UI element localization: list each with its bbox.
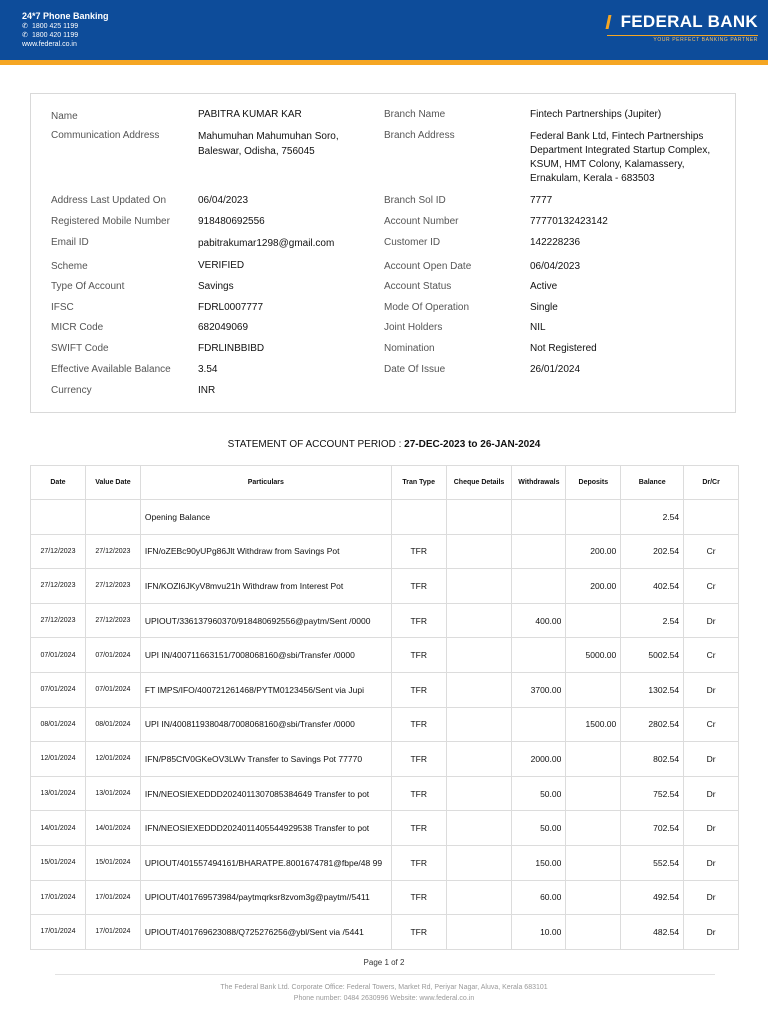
micr-label: MICR Code bbox=[51, 322, 104, 333]
cell-date: 17/01/2024 bbox=[31, 915, 86, 950]
table-row bbox=[31, 845, 739, 880]
currency-value: INR bbox=[198, 385, 216, 396]
open-date-label: Account Open Date bbox=[384, 261, 472, 272]
mode-value: Single bbox=[530, 302, 558, 313]
col-header-date: Date bbox=[31, 466, 86, 500]
phone-number-1: 1800 425 1199 bbox=[32, 23, 79, 30]
cell-balance: 402.54 bbox=[621, 569, 684, 604]
branch-address-line-4: Ernakulam, Kerala - 683503 bbox=[530, 173, 655, 184]
table-row bbox=[31, 603, 739, 638]
footer-contact: Phone number: 0484 2630996 Website: www.federal.co.in bbox=[293, 995, 475, 1002]
scheme-label: Scheme bbox=[51, 261, 88, 272]
branch-address-label: Branch Address bbox=[384, 130, 455, 141]
logo-mark-icon bbox=[605, 15, 618, 29]
swift-label: SWIFT Code bbox=[51, 343, 109, 354]
table-row bbox=[31, 776, 739, 811]
cell-withdrawals bbox=[512, 638, 566, 673]
cell-particulars: IFN/NEOSIEXEDDD2024011307085384649 Transfer to pot bbox=[140, 776, 391, 811]
cell-date: 08/01/2024 bbox=[31, 707, 86, 742]
currency-label: Currency bbox=[51, 385, 92, 396]
cell-date: 13/01/2024 bbox=[31, 776, 86, 811]
cell-cheque-details bbox=[446, 500, 512, 535]
address-line-1: Mahumuhan Mahumuhan Soro, bbox=[198, 131, 339, 142]
account-info-box bbox=[30, 93, 736, 413]
cell-dr-cr: Dr bbox=[684, 845, 739, 880]
cell-balance: 2.54 bbox=[621, 500, 684, 535]
cell-deposits bbox=[566, 672, 621, 707]
cell-particulars: UPI IN/400711663151/7008068160@sbi/Transfer /0000 bbox=[140, 638, 391, 673]
account-number-label: Account Number bbox=[384, 216, 459, 227]
cell-tran-type: TFR bbox=[391, 569, 446, 604]
branch-name-value: Fintech Partnerships (Jupiter) bbox=[530, 109, 662, 120]
ifsc-label: IFSC bbox=[51, 302, 74, 313]
cell-value-date bbox=[85, 500, 140, 535]
cell-tran-type: TFR bbox=[391, 672, 446, 707]
cell-value-date: 27/12/2023 bbox=[85, 603, 140, 638]
cell-dr-cr: Dr bbox=[684, 776, 739, 811]
table-row bbox=[31, 500, 739, 535]
cell-cheque-details bbox=[446, 638, 512, 673]
cell-deposits bbox=[566, 776, 621, 811]
phone-icon: ✆ bbox=[22, 23, 28, 30]
phone-line-2 bbox=[22, 31, 109, 40]
page-number: Page 1 of 2 bbox=[363, 958, 405, 967]
account-type-value: Savings bbox=[198, 281, 234, 292]
cell-value-date: 27/12/2023 bbox=[85, 534, 140, 569]
cell-dr-cr: Dr bbox=[684, 811, 739, 846]
table-row bbox=[31, 915, 739, 950]
cell-balance: 2.54 bbox=[621, 603, 684, 638]
cell-withdrawals bbox=[512, 534, 566, 569]
table-row bbox=[31, 742, 739, 777]
cell-date: 07/01/2024 bbox=[31, 672, 86, 707]
table-row bbox=[31, 811, 739, 846]
cell-balance: 482.54 bbox=[621, 915, 684, 950]
cell-withdrawals: 60.00 bbox=[512, 880, 566, 915]
branch-sol-label: Branch Sol ID bbox=[384, 195, 446, 206]
issue-date-value: 26/01/2024 bbox=[530, 364, 581, 375]
cell-cheque-details bbox=[446, 707, 512, 742]
cell-cheque-details bbox=[446, 915, 512, 950]
cell-particulars: FT IMPS/IFO/400721261468/PYTM0123456/Sent via Jupi bbox=[140, 672, 391, 707]
cell-value-date: 17/01/2024 bbox=[85, 915, 140, 950]
cell-withdrawals: 50.00 bbox=[512, 811, 566, 846]
cell-particulars: Opening Balance bbox=[140, 500, 391, 535]
balance-value: 3.54 bbox=[198, 364, 218, 375]
cell-deposits bbox=[566, 915, 621, 950]
cell-cheque-details bbox=[446, 811, 512, 846]
cell-cheque-details bbox=[446, 742, 512, 777]
cell-balance: 552.54 bbox=[621, 845, 684, 880]
cell-deposits bbox=[566, 742, 621, 777]
logo-name: FEDERAL BANK bbox=[620, 12, 758, 31]
cell-particulars: UPIOUT/401769573984/paytmqrksr8zvom3g@paytm//5411 bbox=[140, 880, 391, 915]
cell-date: 27/12/2023 bbox=[31, 603, 86, 638]
email-label: Email ID bbox=[51, 237, 89, 248]
table-row bbox=[31, 638, 739, 673]
col-header-deposits: Deposits bbox=[566, 466, 621, 500]
account-status-label: Account Status bbox=[384, 281, 452, 292]
cell-withdrawals: 150.00 bbox=[512, 845, 566, 880]
phone-icon: ✆ bbox=[22, 32, 28, 39]
open-date-value: 06/04/2023 bbox=[530, 261, 581, 272]
cell-deposits bbox=[566, 811, 621, 846]
cell-deposits bbox=[566, 500, 621, 535]
cell-tran-type: TFR bbox=[391, 707, 446, 742]
cell-particulars: IFN/P85CfV0GKeOV3LWv Transfer to Savings Pot 77770 bbox=[140, 742, 391, 777]
cell-withdrawals: 400.00 bbox=[512, 603, 566, 638]
cell-value-date: 07/01/2024 bbox=[85, 672, 140, 707]
customer-id-value: 142228236 bbox=[530, 237, 581, 248]
cell-balance: 1302.54 bbox=[621, 672, 684, 707]
transactions-table bbox=[30, 465, 739, 950]
cell-value-date: 14/01/2024 bbox=[85, 811, 140, 846]
cell-cheque-details bbox=[446, 569, 512, 604]
header-accent-stripe bbox=[0, 60, 768, 65]
branch-address-line-3: KSUM, HMT Colony, Kalamassery, bbox=[530, 159, 685, 170]
cell-value-date: 17/01/2024 bbox=[85, 880, 140, 915]
cell-particulars: IFN/oZEBc90yUPg86Jlt Withdraw from Savings Pot bbox=[140, 534, 391, 569]
customer-name: PABITRA KUMAR KAR bbox=[198, 109, 302, 120]
cell-value-date: 15/01/2024 bbox=[85, 845, 140, 880]
cell-cheque-details bbox=[446, 603, 512, 638]
cell-deposits: 1500.00 bbox=[566, 707, 621, 742]
table-row bbox=[31, 534, 739, 569]
col-header-tran-type: Tran Type bbox=[391, 466, 446, 500]
cell-dr-cr: Cr bbox=[684, 638, 739, 673]
cell-value-date: 13/01/2024 bbox=[85, 776, 140, 811]
cell-tran-type: TFR bbox=[391, 915, 446, 950]
cell-deposits bbox=[566, 845, 621, 880]
phone-banking-title: 24*7 Phone Banking bbox=[22, 11, 109, 21]
statement-title-prefix: STATEMENT OF ACCOUNT PERIOD : bbox=[227, 439, 405, 450]
branch-sol-value: 7777 bbox=[530, 195, 553, 206]
cell-balance: 702.54 bbox=[621, 811, 684, 846]
cell-dr-cr: Cr bbox=[684, 569, 739, 604]
col-header-dr-cr: Dr/Cr bbox=[684, 466, 739, 500]
cell-cheque-details bbox=[446, 534, 512, 569]
cell-deposits bbox=[566, 603, 621, 638]
cell-withdrawals: 50.00 bbox=[512, 776, 566, 811]
cell-balance: 802.54 bbox=[621, 742, 684, 777]
cell-withdrawals bbox=[512, 500, 566, 535]
col-header-withdrawals: Withdrawals bbox=[512, 466, 566, 500]
table-row bbox=[31, 672, 739, 707]
cell-withdrawals: 10.00 bbox=[512, 915, 566, 950]
cell-balance: 752.54 bbox=[621, 776, 684, 811]
cell-tran-type: TFR bbox=[391, 845, 446, 880]
nomination-value: Not Registered bbox=[530, 343, 597, 354]
cell-tran-type: TFR bbox=[391, 776, 446, 811]
cell-cheque-details bbox=[446, 845, 512, 880]
phone-number-2: 1800 420 1199 bbox=[32, 32, 79, 39]
address-label: Communication Address bbox=[51, 130, 160, 141]
cell-withdrawals: 2000.00 bbox=[512, 742, 566, 777]
cell-value-date: 12/01/2024 bbox=[85, 742, 140, 777]
cell-balance: 2802.54 bbox=[621, 707, 684, 742]
issue-date-label: Date Of Issue bbox=[384, 364, 446, 375]
branch-address-line-2: Department Integrated Startup Complex, bbox=[530, 145, 711, 156]
cell-dr-cr: Dr bbox=[684, 915, 739, 950]
cell-value-date: 07/01/2024 bbox=[85, 638, 140, 673]
joint-holders-label: Joint Holders bbox=[384, 322, 443, 333]
cell-tran-type: TFR bbox=[391, 534, 446, 569]
col-header-balance: Balance bbox=[621, 466, 684, 500]
cell-balance: 5002.54 bbox=[621, 638, 684, 673]
phone-line-1 bbox=[22, 22, 109, 31]
col-header-particulars: Particulars bbox=[140, 466, 391, 500]
cell-tran-type: TFR bbox=[391, 880, 446, 915]
table-row bbox=[31, 569, 739, 604]
footer-divider bbox=[55, 974, 715, 975]
cell-balance: 492.54 bbox=[621, 880, 684, 915]
cell-date: 14/01/2024 bbox=[31, 811, 86, 846]
cell-deposits: 200.00 bbox=[566, 534, 621, 569]
balance-label: Effective Available Balance bbox=[51, 364, 171, 375]
cell-dr-cr: Cr bbox=[684, 707, 739, 742]
email-value: pabitrakumar1298@gmail.com bbox=[198, 238, 335, 249]
cell-particulars: UPI IN/400811938048/7008068160@sbi/Transfer /0000 bbox=[140, 707, 391, 742]
cell-withdrawals: 3700.00 bbox=[512, 672, 566, 707]
customer-id-label: Customer ID bbox=[384, 237, 441, 248]
website-link[interactable]: www.federal.co.in bbox=[22, 41, 77, 48]
page-footer bbox=[0, 982, 768, 1004]
cell-particulars: IFN/KOZI6JKyV8mvu21h Withdraw from Interest Pot bbox=[140, 569, 391, 604]
account-status-value: Active bbox=[530, 281, 558, 292]
cell-dr-cr: Dr bbox=[684, 880, 739, 915]
cell-deposits bbox=[566, 880, 621, 915]
table-header-row bbox=[31, 466, 739, 500]
cell-value-date: 27/12/2023 bbox=[85, 569, 140, 604]
cell-withdrawals bbox=[512, 707, 566, 742]
cell-date: 27/12/2023 bbox=[31, 534, 86, 569]
address-updated-value: 06/04/2023 bbox=[198, 195, 249, 206]
cell-date: 07/01/2024 bbox=[31, 638, 86, 673]
branch-name-label: Branch Name bbox=[384, 109, 446, 120]
footer-address: The Federal Bank Ltd. Corporate Office: Federal Towers, Market Rd, Periyar Nagar, Aluva, Kerala 683101 bbox=[220, 984, 548, 991]
cell-cheque-details bbox=[446, 880, 512, 915]
cell-tran-type: TFR bbox=[391, 811, 446, 846]
cell-date: 17/01/2024 bbox=[31, 880, 86, 915]
table-body bbox=[31, 500, 739, 950]
cell-dr-cr: Cr bbox=[684, 534, 739, 569]
account-type-label: Type Of Account bbox=[51, 281, 125, 292]
cell-particulars: UPIOUT/336137960370/918480692556@paytm/Sent /0000 bbox=[140, 603, 391, 638]
ifsc-value: FDRL0007777 bbox=[198, 302, 264, 313]
micr-value: 682049069 bbox=[198, 322, 249, 333]
mobile-label: Registered Mobile Number bbox=[51, 216, 170, 227]
account-number-value: 77770132423142 bbox=[530, 216, 608, 227]
cell-value-date: 08/01/2024 bbox=[85, 707, 140, 742]
cell-date: 12/01/2024 bbox=[31, 742, 86, 777]
cell-particulars: UPIOUT/401769623088/Q725276256@ybl/Sent via /5441 bbox=[140, 915, 391, 950]
col-header-value-date: Value Date bbox=[85, 466, 140, 500]
page-header bbox=[0, 0, 768, 60]
joint-holders-value: NIL bbox=[530, 322, 546, 333]
statement-title bbox=[0, 439, 768, 450]
cell-tran-type: TFR bbox=[391, 603, 446, 638]
scheme-value: VERIFIED bbox=[198, 260, 245, 271]
address-line-2: Baleswar, Odisha, 756045 bbox=[198, 146, 315, 157]
cell-date: 15/01/2024 bbox=[31, 845, 86, 880]
cell-withdrawals bbox=[512, 569, 566, 604]
cell-cheque-details bbox=[446, 776, 512, 811]
branch-address-line-1: Federal Bank Ltd, Fintech Partnerships bbox=[530, 131, 704, 142]
cell-particulars: IFN/NEOSIEXEDDD2024011405544929538 Transfer to pot bbox=[140, 811, 391, 846]
cell-dr-cr: Dr bbox=[684, 672, 739, 707]
mobile-value: 918480692556 bbox=[198, 216, 265, 227]
cell-dr-cr: Dr bbox=[684, 603, 739, 638]
cell-deposits: 5000.00 bbox=[566, 638, 621, 673]
name-label: Name bbox=[51, 111, 78, 122]
statement-period: 27-DEC-2023 to 26-JAN-2024 bbox=[404, 439, 541, 450]
cell-balance: 202.54 bbox=[621, 534, 684, 569]
col-header-cheque-details: Cheque Details bbox=[446, 466, 512, 500]
address-updated-label: Address Last Updated On bbox=[51, 195, 167, 206]
cell-date: 27/12/2023 bbox=[31, 569, 86, 604]
table-row bbox=[31, 707, 739, 742]
cell-tran-type: TFR bbox=[391, 638, 446, 673]
cell-dr-cr: Dr bbox=[684, 742, 739, 777]
cell-tran-type: TFR bbox=[391, 742, 446, 777]
cell-particulars: UPIOUT/401557494161/BHARATPE.8001674781@fbpe/48 99 bbox=[140, 845, 391, 880]
logo-tagline: YOUR PERFECT BANKING PARTNER bbox=[607, 35, 758, 43]
swift-value: FDRLINBBIBD bbox=[198, 343, 265, 354]
cell-deposits: 200.00 bbox=[566, 569, 621, 604]
table-row bbox=[31, 880, 739, 915]
cell-dr-cr bbox=[684, 500, 739, 535]
cell-tran-type bbox=[391, 500, 446, 535]
cell-date bbox=[31, 500, 86, 535]
phone-banking-block bbox=[22, 10, 109, 49]
federal-bank-logo bbox=[607, 12, 758, 43]
cell-cheque-details bbox=[446, 672, 512, 707]
nomination-label: Nomination bbox=[384, 343, 435, 354]
mode-label: Mode Of Operation bbox=[384, 302, 470, 313]
